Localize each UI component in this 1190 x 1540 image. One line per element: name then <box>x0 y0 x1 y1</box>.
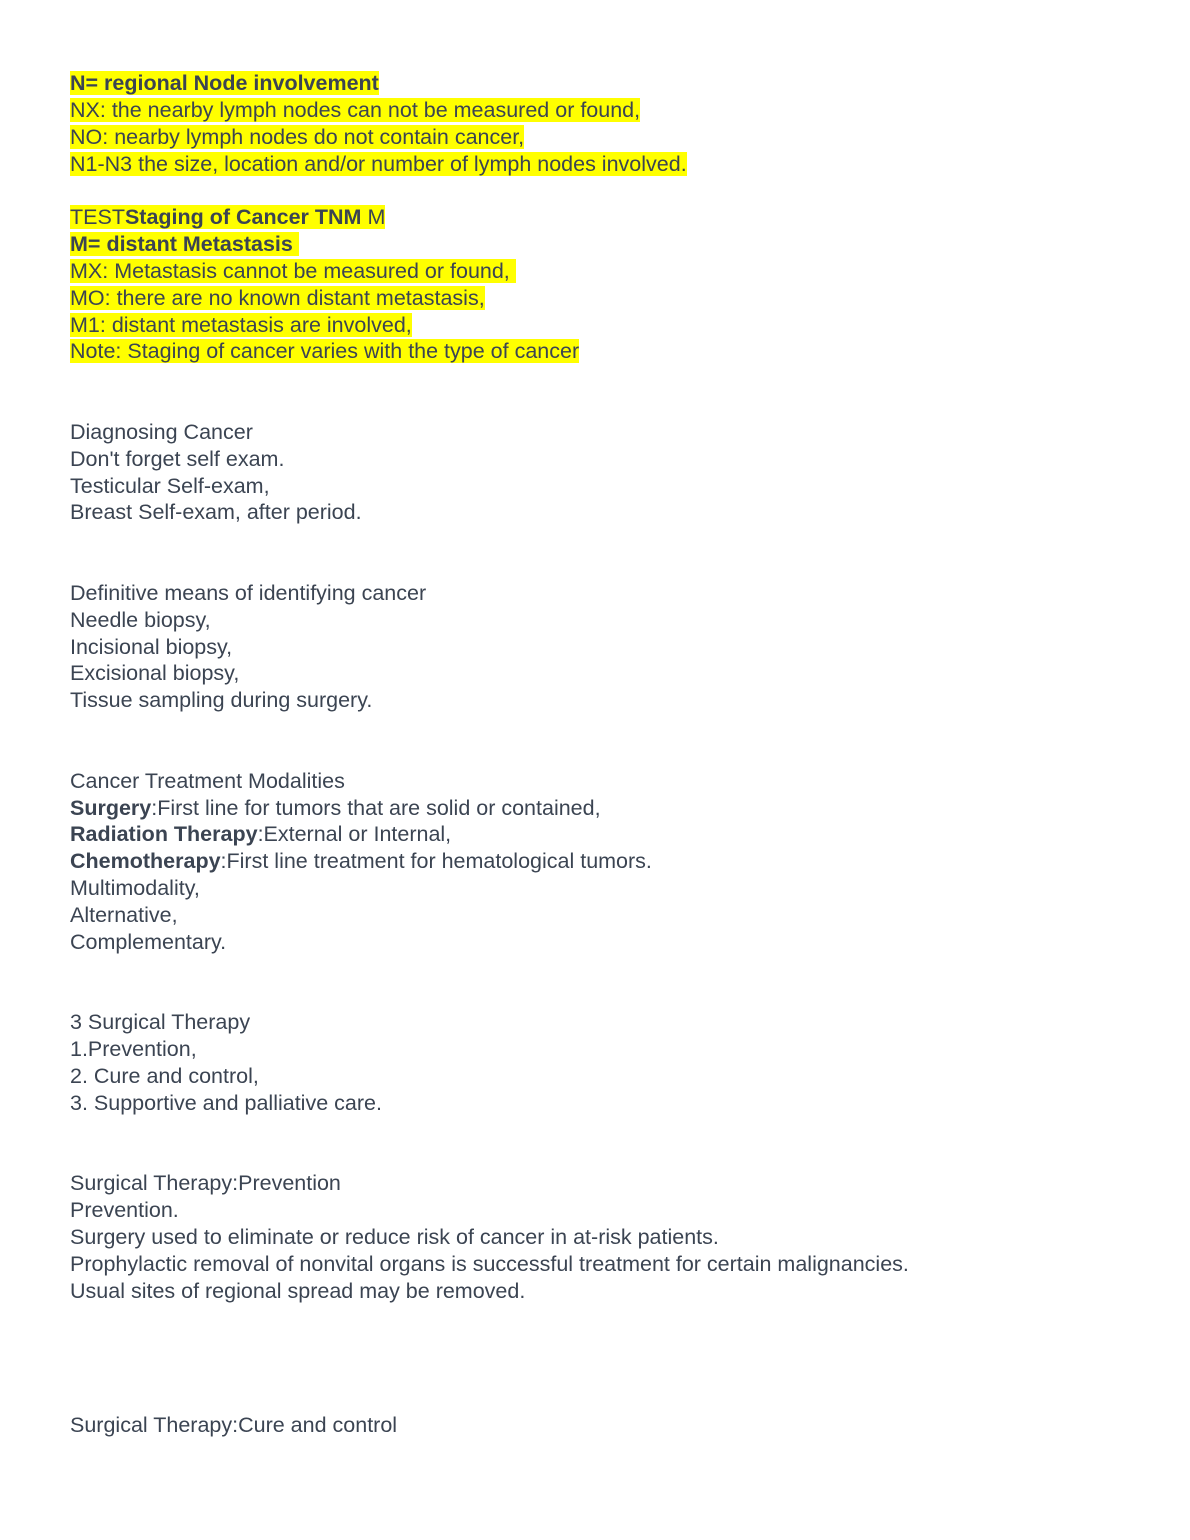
metastasis-line: M1: distant metastasis are involved, <box>70 313 412 337</box>
diagnosing-title: Diagnosing Cancer <box>70 420 253 444</box>
definitive-line: Tissue sampling during surgery. <box>70 688 373 712</box>
definitive-line: Needle biopsy, <box>70 608 211 632</box>
surgical-line: 2. Cure and control, <box>70 1064 259 1088</box>
surgical-line: 1.Prevention, <box>70 1037 197 1061</box>
treatment-item-chemotherapy: Chemotherapy:First line treatment for hematological tumors. <box>70 849 652 873</box>
diagnosing-line: Breast Self-exam, after period. <box>70 500 362 524</box>
node-line: NX: the nearby lymph nodes can not be measured or found, <box>70 98 641 122</box>
metastasis-heading: M= distant Metastasis <box>70 232 299 256</box>
prevention-line: Prophylactic removal of nonvital organs is successful treatment for certain malignancies. <box>70 1252 909 1276</box>
treatment-title: Cancer Treatment Modalities <box>70 769 345 793</box>
node-heading: N= regional Node involvement <box>70 71 379 95</box>
prevention-line: Surgery used to eliminate or reduce risk of cancer in at-risk patients. <box>70 1225 719 1249</box>
surgical-line: 3. Supportive and palliative care. <box>70 1091 382 1115</box>
surgical-title: 3 Surgical Therapy <box>70 1010 251 1034</box>
prevention-line: Prevention. <box>70 1198 179 1222</box>
diagnosing-line: Testicular Self-exam, <box>70 474 270 498</box>
treatment-line: Alternative, <box>70 903 178 927</box>
metastasis-line: MO: there are no known distant metastasis, <box>70 286 485 310</box>
metastasis-line: MX: Metastasis cannot be measured or found, <box>70 259 516 283</box>
treatment-item-radiation: Radiation Therapy:External or Internal, <box>70 822 452 846</box>
cure-title: Surgical Therapy:Cure and control <box>70 1413 398 1437</box>
node-line: N1-N3 the size, location and/or number of lymph nodes involved. <box>70 152 687 176</box>
definitive-line: Incisional biopsy, <box>70 635 233 659</box>
definitive-line: Excisional biopsy, <box>70 661 240 685</box>
prevention-title: Surgical Therapy:Prevention <box>70 1171 341 1195</box>
metastasis-note: Note: Staging of cancer varies with the type of cancer <box>70 339 580 363</box>
treatment-line: Multimodality, <box>70 876 200 900</box>
treatment-item-surgery: Surgery:First line for tumors that are solid or contained, <box>70 796 601 820</box>
metastasis-title: TESTStaging of Cancer TNM M <box>70 205 386 229</box>
diagnosing-line: Don't forget self exam. <box>70 447 285 471</box>
treatment-line: Complementary. <box>70 930 227 954</box>
prevention-line: Usual sites of regional spread may be removed. <box>70 1279 526 1303</box>
definitive-title: Definitive means of identifying cancer <box>70 581 427 605</box>
node-line: NO: nearby lymph nodes do not contain cancer, <box>70 125 525 149</box>
